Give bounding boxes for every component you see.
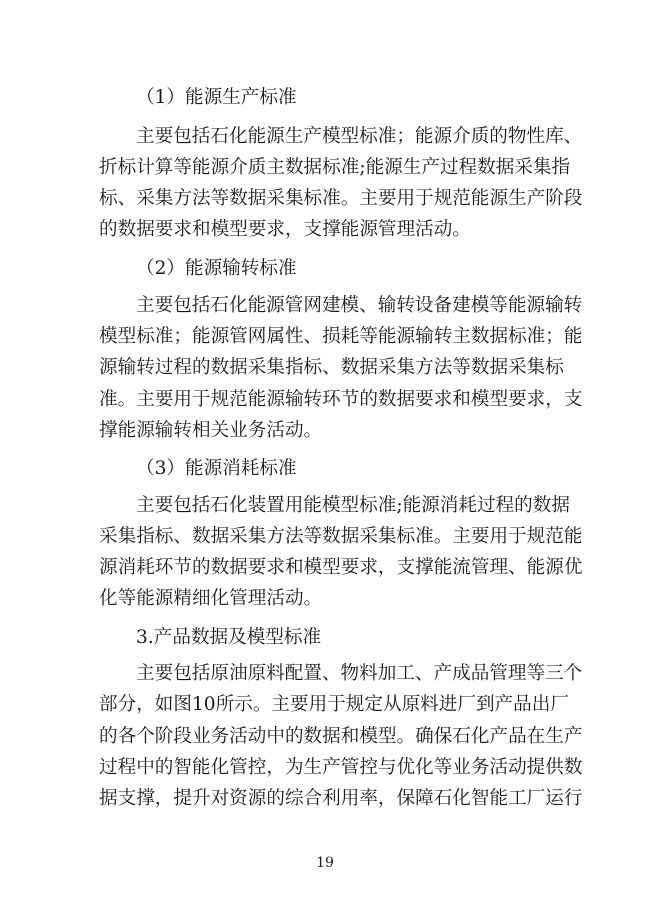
paragraph-line: 化等能源精细化管理活动。: [99, 588, 323, 609]
paragraph-line: 据支撑，提升对资源的综合利用率，保障石化智能工厂运行: [99, 788, 583, 809]
section-heading-energy-consumption: （3）能源消耗标准: [136, 458, 297, 479]
paragraph-line: 折标计算等能源介质主数据标准;能源生产过程数据采集指: [99, 157, 571, 178]
paragraph-line: 主要包括石化能源生产模型标准；能源介质的物性库、: [136, 126, 583, 147]
section-heading-energy-transmission: （2）能源输转标准: [136, 258, 297, 279]
page-number: 19: [316, 855, 334, 871]
paragraph-line: 主要包括石化能源管网建模、输转设备建模等能源输转: [136, 295, 583, 316]
paragraph-line: 标、采集方法等数据采集标准。主要用于规范能源生产阶段: [99, 188, 583, 209]
section-heading-energy-production: （1）能源生产标准: [136, 87, 297, 108]
paragraph-line: 的数据要求和模型要求，支撑能源管理活动。: [99, 219, 471, 240]
paragraph-line: 主要包括原油原料配置、物料加工、产成品管理等三个: [136, 663, 583, 684]
paragraph-line: 模型标准；能源管网属性、损耗等能源输转主数据标准；能: [99, 326, 583, 347]
section-heading-product-data-model: 3.产品数据及模型标准: [136, 627, 322, 648]
paragraph-line: 准。主要用于规范能源输转环节的数据要求和模型要求，支: [99, 389, 583, 410]
paragraph-line: 撑能源输转相关业务活动。: [99, 420, 323, 441]
paragraph-line: 的各个阶段业务活动中的数据和模型。确保石化产品在生产: [99, 726, 583, 747]
paragraph-line: 过程中的智能化管控，为生产管控与优化等业务活动提供数: [99, 757, 583, 778]
paragraph-line: 源消耗环节的数据要求和模型要求，支撑能流管理、能源优: [99, 557, 583, 578]
paragraph-line: 源输转过程的数据采集指标、数据采集方法等数据采集标: [99, 357, 564, 378]
paragraph-line: 采集指标、数据采集方法等数据采集标准。主要用于规范能: [99, 526, 583, 547]
paragraph-line: 部分，如图10所示。主要用于规定从原料进厂到产品出厂: [99, 694, 569, 715]
paragraph-line: 主要包括石化装置用能模型标准;能源消耗过程的数据: [136, 495, 570, 516]
